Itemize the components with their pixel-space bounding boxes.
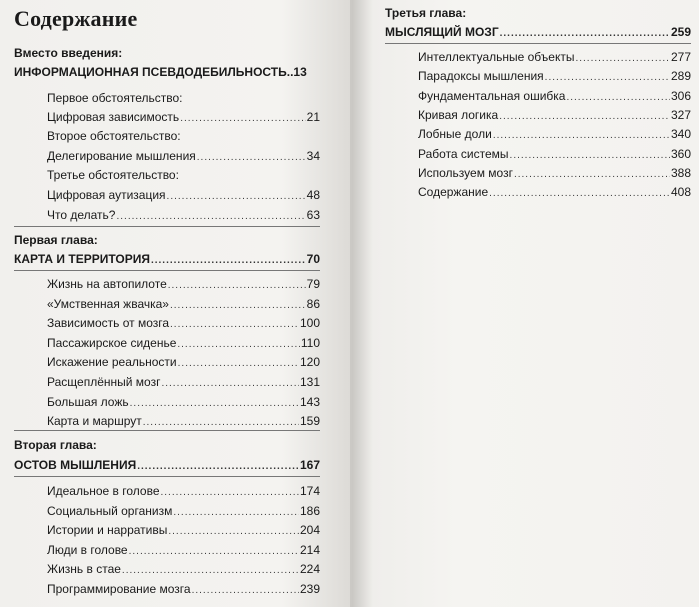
divider — [14, 226, 320, 227]
intro-label: Вместо введения: — [14, 46, 123, 60]
toc-entry-page: 100 — [299, 316, 320, 331]
toc-entry-page: 34 — [306, 149, 320, 163]
leader-dots — [168, 521, 299, 541]
leader-dots — [197, 147, 306, 167]
toc-entry-title: Истории и нарративы — [47, 523, 168, 538]
toc-entry — [47, 521, 320, 539]
leader-dots — [499, 106, 670, 126]
toc-entry-title: ОСТОВ МЫШЛЕНИЯ — [14, 458, 137, 472]
toc-entry-title: Идеальное в голове — [47, 484, 160, 498]
circumstance-2-label: Второе обстоятельство: — [47, 129, 181, 143]
circumstance-3-label: Третье обстоятельство: — [47, 168, 179, 182]
toc-entry-page: 86 — [306, 296, 320, 311]
toc-entry — [47, 393, 320, 411]
toc-entry-page: 259 — [670, 25, 691, 39]
leader-dots — [122, 560, 299, 580]
leader-dots — [545, 67, 670, 87]
chapter-3-label: Третья глава: — [385, 6, 467, 20]
toc-entry — [47, 482, 320, 500]
chapter-1-heading — [14, 250, 320, 268]
toc-entry — [47, 334, 320, 352]
leader-dots — [130, 393, 299, 413]
toc-entry-page: 239 — [299, 582, 320, 596]
leader-dots — [489, 183, 670, 203]
toc-entry — [47, 314, 320, 332]
toc-entry-page: 79 — [306, 277, 320, 291]
toc-entry — [418, 125, 691, 143]
toc-entry-title: Используем мозг — [418, 165, 513, 180]
leader-dots — [170, 314, 299, 334]
circumstance-1-label: Первое обстоятельство: — [47, 91, 183, 105]
toc-entry-page: 186 — [299, 503, 320, 518]
toc-entry-page: 48 — [306, 188, 320, 202]
chapter-1-label: Первая глава: — [14, 233, 98, 247]
toc-entry-title: Работа системы — [418, 146, 509, 161]
toc-entry-page: 388 — [670, 165, 691, 180]
divider — [14, 270, 320, 271]
toc-entry-title: Интеллектуальные объекты — [418, 50, 575, 64]
toc-entry — [418, 87, 691, 105]
toc-entry-page: 13 — [293, 65, 307, 79]
toc-entry — [418, 164, 691, 182]
toc-entry-title: Содержание — [418, 185, 489, 200]
toc-entry-title: КАРТА И ТЕРРИТОРИЯ — [14, 252, 150, 266]
toc-entry-title: Делегирование мышления — [47, 149, 196, 163]
leader-dots — [161, 482, 299, 502]
toc-entry-page: 174 — [299, 484, 320, 498]
leader-dots — [151, 250, 306, 270]
toc-entry-title: Карта и маршрут — [47, 414, 142, 429]
toc-entry — [47, 295, 320, 313]
toc-entry-title: МЫСЛЯЩИЙ МОЗГ — [385, 25, 499, 39]
toc-entry — [418, 145, 691, 163]
toc-entry — [47, 353, 320, 371]
toc-entry-title: Что делать? — [47, 208, 116, 222]
toc-entry-title: Цифровая аутизация — [47, 188, 166, 202]
toc-entry-title: Лобные доли — [418, 127, 492, 142]
toc-entry-title: Люди в голове — [47, 542, 128, 557]
leader-dots — [514, 164, 670, 184]
toc-entry-page: 110 — [300, 335, 320, 350]
toc-entry — [418, 67, 691, 85]
toc-entry-title: Жизнь в стае — [47, 562, 121, 577]
toc-entry — [47, 206, 320, 224]
toc-entry — [47, 147, 320, 165]
toc-entry-title: Расщеплённый мозг — [47, 375, 161, 389]
toc-entry — [418, 48, 691, 66]
leader-dots — [180, 108, 305, 128]
toc-entry-page: 214 — [299, 542, 320, 557]
toc-entry-title: Зависимость от мозга — [47, 316, 170, 331]
leader-dots — [168, 275, 306, 295]
leader-dots — [116, 206, 305, 226]
toc-entry-page: 159 — [299, 414, 320, 429]
leader-dots — [137, 456, 299, 476]
toc-entry — [418, 183, 691, 201]
leader-dots — [173, 502, 299, 522]
toc-entry-page: 21 — [306, 110, 320, 124]
leader-dots — [575, 48, 670, 68]
toc-entry — [47, 502, 320, 520]
toc-entry-title: Большая ложь — [47, 394, 129, 409]
toc-entry-page: 327 — [670, 107, 691, 122]
toc-entry-title: ИНФОРМАЦИОННАЯ ПСЕВДОДЕБИЛЬНОСТЬ.. — [14, 65, 294, 79]
toc-entry-title: Пассажирское сиденье — [47, 335, 177, 350]
toc-entry-page: 360 — [670, 146, 691, 161]
chapter-2-heading — [14, 456, 320, 474]
toc-entry-title: «Умственная жвачка» — [47, 296, 169, 311]
toc-entry-page: 143 — [299, 394, 320, 409]
page-title: Содержание — [14, 6, 138, 31]
toc-entry — [418, 106, 691, 124]
chapter-2-label: Вторая глава: — [14, 438, 97, 452]
chapter-3-heading — [385, 23, 691, 41]
toc-entry-title: Парадоксы мышления — [418, 69, 544, 84]
divider — [385, 43, 691, 44]
divider — [14, 476, 320, 477]
toc-entry-title: Искажение реальности — [47, 355, 177, 370]
right-page — [352, 0, 699, 607]
leader-dots — [170, 295, 306, 315]
toc-entry — [47, 541, 320, 559]
toc-entry-page: 277 — [670, 50, 691, 64]
leader-dots — [177, 334, 299, 354]
toc-entry-title: Кривая логика — [418, 107, 499, 122]
leader-dots — [192, 580, 299, 600]
toc-entry — [47, 580, 320, 598]
toc-entry-page: 224 — [299, 562, 320, 577]
intro-heading — [14, 63, 320, 81]
toc-entry — [47, 412, 320, 430]
toc-entry-page: 167 — [299, 458, 320, 472]
toc-entry — [47, 373, 320, 391]
toc-entry-page: 306 — [670, 88, 691, 103]
toc-entry — [47, 275, 320, 293]
toc-entry-title: Жизнь на автопилоте — [47, 277, 167, 291]
toc-entry-page: 131 — [299, 375, 320, 389]
toc-entry-page: 120 — [299, 355, 320, 370]
toc-entry-page: 289 — [670, 69, 691, 84]
toc-entry-page: 63 — [306, 208, 320, 222]
toc-entry-title: Программирование мозга — [47, 582, 191, 596]
divider — [14, 430, 320, 431]
leader-dots — [510, 145, 670, 165]
toc-entry — [47, 108, 320, 126]
leader-dots — [566, 87, 670, 107]
toc-entry — [47, 560, 320, 578]
leader-dots — [129, 541, 299, 561]
leader-dots — [493, 125, 670, 145]
toc-entry — [47, 186, 320, 204]
toc-entry-title: Социальный организм — [47, 503, 173, 518]
toc-entry-page: 408 — [670, 185, 691, 200]
leader-dots — [500, 23, 670, 43]
leader-dots — [161, 373, 299, 393]
toc-entry-title: Цифровая зависимость — [47, 110, 180, 124]
toc-entry-page: 340 — [670, 127, 691, 142]
toc-entry-page: 70 — [306, 252, 320, 266]
leader-dots — [178, 353, 299, 373]
toc-entry-page: 204 — [299, 523, 320, 538]
toc-entry-title: Фундаментальная ошибка — [418, 88, 566, 103]
leader-dots — [167, 186, 306, 206]
